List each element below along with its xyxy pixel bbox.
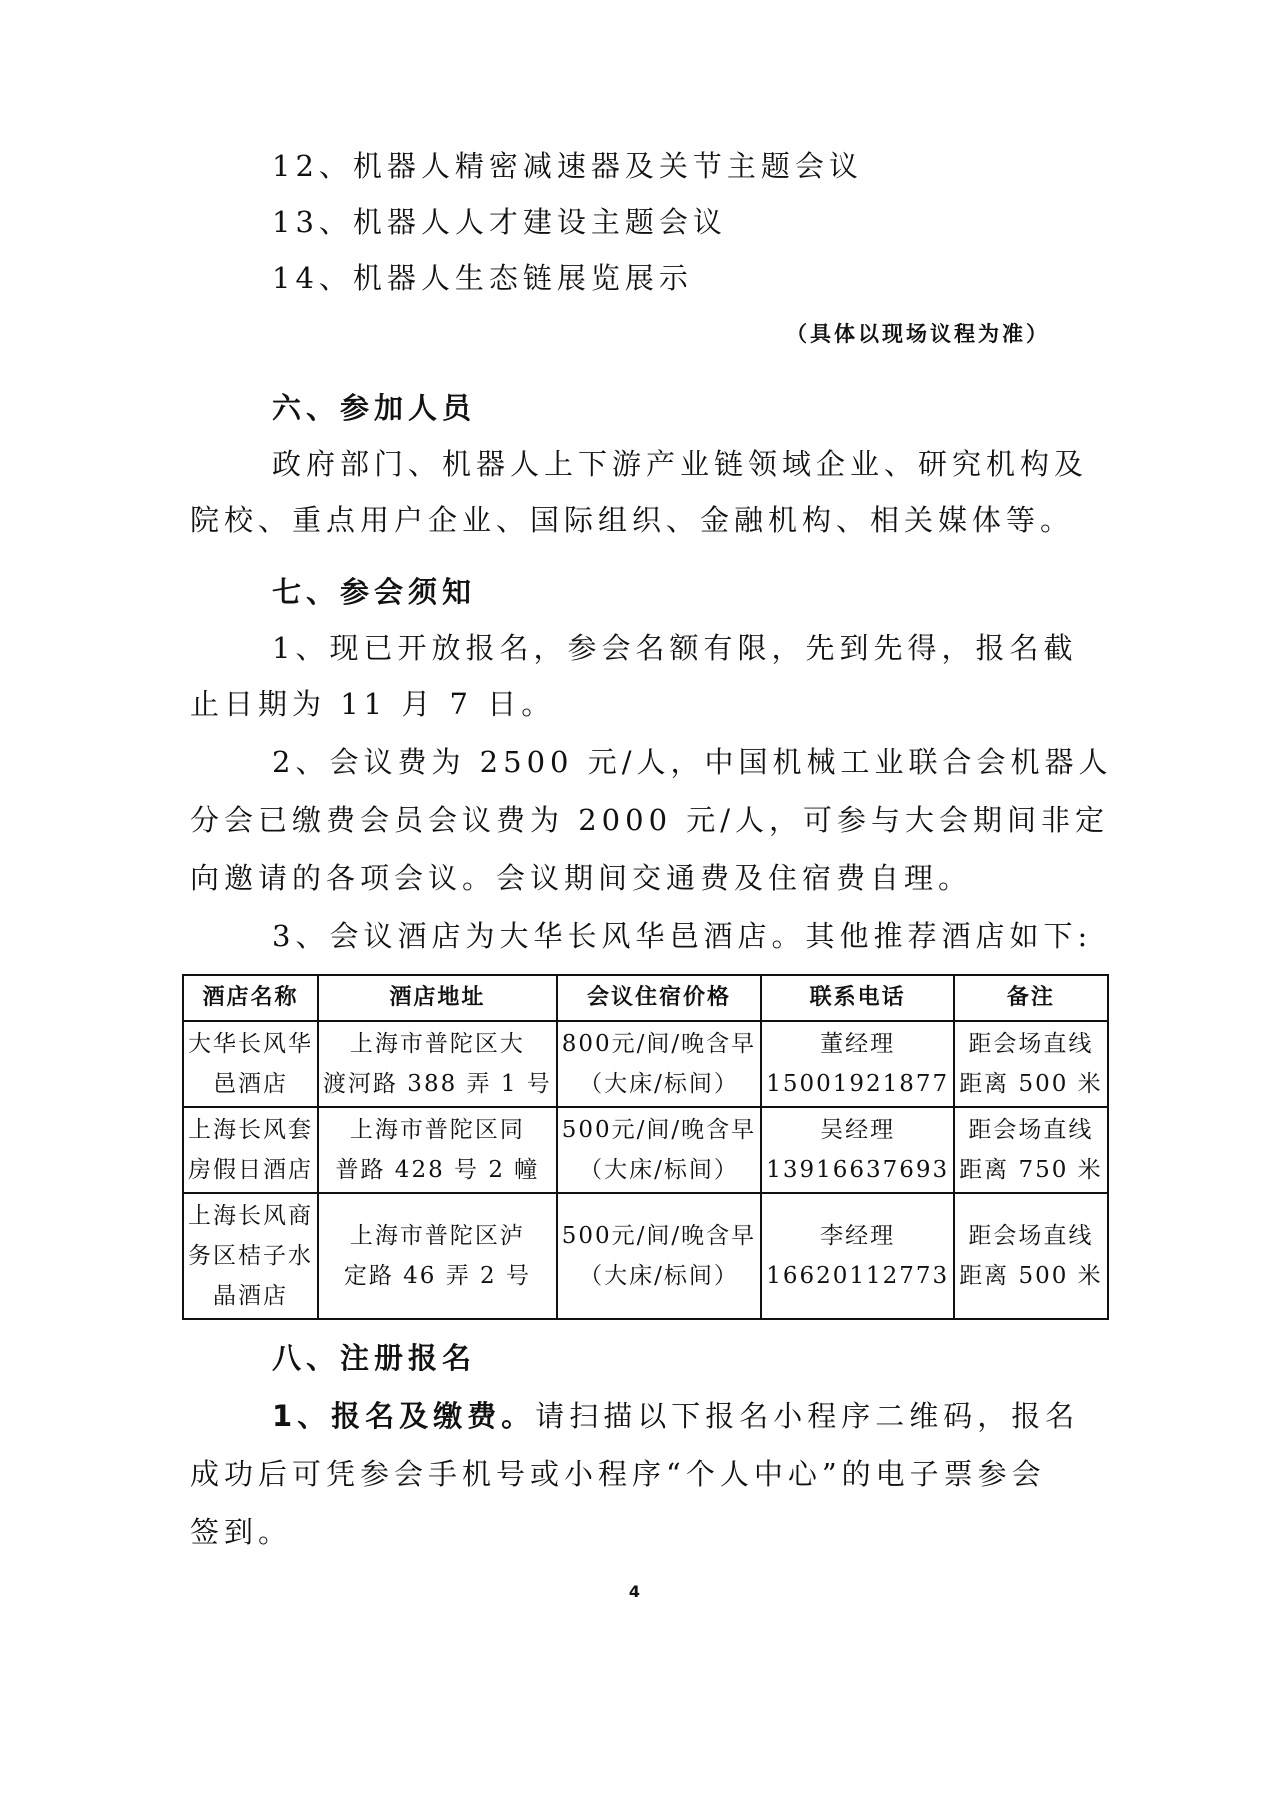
section-7-item-2-line-3: 向邀请的各项会议。会议期间交通费及住宿费自理。 [190, 861, 973, 895]
hotel-address-line: 上海市普陀区同 [349, 1117, 525, 1143]
hotel-name-line: 上海长风套 [188, 1117, 313, 1143]
page-number: 4 [628, 1582, 641, 1601]
hotel-price-cell [557, 1193, 761, 1319]
header-hotel-note: 备注 [954, 975, 1108, 1021]
hotel-price-line: （大床/标间） [579, 1263, 739, 1289]
hotel-name-line: 大华长风华 [188, 1031, 313, 1057]
section-7-item-2-line-1: 2、会议费为 2500 元/人，中国机械工业联合会机器人 [272, 745, 1113, 779]
hotel-price-cell [557, 1107, 761, 1193]
hotel-contact-line: 13916637693 [766, 1157, 950, 1183]
hotel-table [182, 974, 1109, 1320]
hotel-address-line: 上海市普陀区泸 [349, 1223, 525, 1249]
section-7-item-1-line-1: 1、现已开放报名，参会名额有限，先到先得，报名截 [272, 631, 1078, 665]
hotel-note-line: 距离 500 米 [959, 1263, 1103, 1289]
hotel-contact-line: 吴经理 [820, 1117, 896, 1143]
section-7-item-3: 3、会议酒店为大华长风华邑酒店。其他推荐酒店如下: [272, 919, 1093, 953]
section-8-item-1-lead: 1、报名及缴费。 [272, 1399, 536, 1433]
header-hotel-contact: 联系电话 [761, 975, 954, 1021]
hotel-address-line: 定路 46 弄 2 号 [343, 1263, 531, 1289]
table-row [183, 1021, 1108, 1107]
hotel-note-line: 距离 750 米 [959, 1157, 1103, 1183]
hotel-price-line: （大床/标间） [579, 1157, 739, 1183]
hotel-note-cell [954, 1021, 1108, 1107]
section-7-item-1-line-2: 止日期为 11 月 7 日。 [190, 687, 556, 721]
hotel-address-line: 渡河路 388 弄 1 号 [323, 1071, 552, 1097]
hotel-note-cell [954, 1107, 1108, 1193]
hotel-contact-line: 16620112773 [766, 1263, 950, 1289]
hotel-address-line: 普路 428 号 2 幢 [335, 1157, 540, 1183]
hotel-name-cell [183, 1021, 318, 1107]
hotel-contact-cell [761, 1193, 954, 1319]
hotel-contact-cell [761, 1021, 954, 1107]
hotel-address-cell [318, 1193, 557, 1319]
section-8-item-1-line-1 [272, 1396, 1079, 1436]
table-row [183, 1193, 1108, 1319]
agenda-item-14: 14、机器人生态链展览展示 [272, 261, 693, 295]
section-6-line-2: 院校、重点用户企业、国际组织、金融机构、相关媒体等。 [190, 503, 1075, 537]
hotel-name-line: 邑酒店 [213, 1071, 288, 1097]
hotel-contact-line: 董经理 [820, 1031, 896, 1057]
hotel-note-line: 距离 500 米 [959, 1071, 1103, 1097]
hotel-contact-cell [761, 1107, 954, 1193]
header-hotel-address: 酒店地址 [318, 975, 557, 1021]
hotel-contact-line: 李经理 [820, 1223, 896, 1249]
hotel-price-line: 500元/间/晚含早 [561, 1223, 757, 1249]
section-6-line-1: 政府部门、机器人上下游产业链领域企业、研究机构及 [272, 447, 1089, 481]
hotel-price-line: （大床/标间） [579, 1071, 739, 1097]
hotel-note-line: 距会场直线 [968, 1223, 1094, 1249]
hotel-address-cell [318, 1107, 557, 1193]
hotel-contact-line: 15001921877 [766, 1071, 950, 1097]
section-6-heading: 六、参加人员 [272, 391, 477, 425]
hotel-note-cell [954, 1193, 1108, 1319]
hotel-name-line: 上海长风商 [188, 1203, 313, 1229]
hotel-address-line: 上海市普陀区大 [349, 1031, 525, 1057]
header-hotel-price: 会议住宿价格 [557, 975, 761, 1021]
hotel-address-cell [318, 1021, 557, 1107]
hotel-price-cell [557, 1021, 761, 1107]
agenda-item-13: 13、机器人人才建设主题会议 [272, 205, 727, 239]
agenda-item-12: 12、机器人精密减速器及关节主题会议 [272, 149, 863, 183]
section-8-item-1-line-3: 签到。 [190, 1515, 293, 1549]
header-hotel-name: 酒店名称 [183, 975, 318, 1021]
hotel-table-header-row [183, 975, 1108, 1021]
hotel-name-line: 务区桔子水 [188, 1243, 313, 1269]
hotel-note-line: 距会场直线 [968, 1117, 1094, 1143]
section-8-heading: 八、注册报名 [272, 1341, 477, 1375]
section-7-heading: 七、参会须知 [272, 575, 477, 609]
section-8-item-1-text: 请扫描以下报名小程序二维码，报名 [535, 1399, 1080, 1433]
hotel-note-line: 距会场直线 [968, 1031, 1094, 1057]
section-7-item-2-line-2: 分会已缴费会员会议费为 2000 元/人，可参与大会期间非定 [190, 803, 1110, 837]
hotel-price-line: 800元/间/晚含早 [561, 1031, 757, 1057]
hotel-name-cell [183, 1193, 318, 1319]
table-row [183, 1107, 1108, 1193]
hotel-name-line: 晶酒店 [213, 1283, 288, 1309]
hotel-name-cell [183, 1107, 318, 1193]
hotel-price-line: 500元/间/晚含早 [561, 1117, 757, 1143]
section-8-item-1-line-2: 成功后可凭参会手机号或小程序“个人中心”的电子票参会 [190, 1457, 1046, 1491]
hotel-name-line: 房假日酒店 [188, 1157, 313, 1183]
agenda-note: （具体以现场议程为准） [786, 322, 1050, 346]
